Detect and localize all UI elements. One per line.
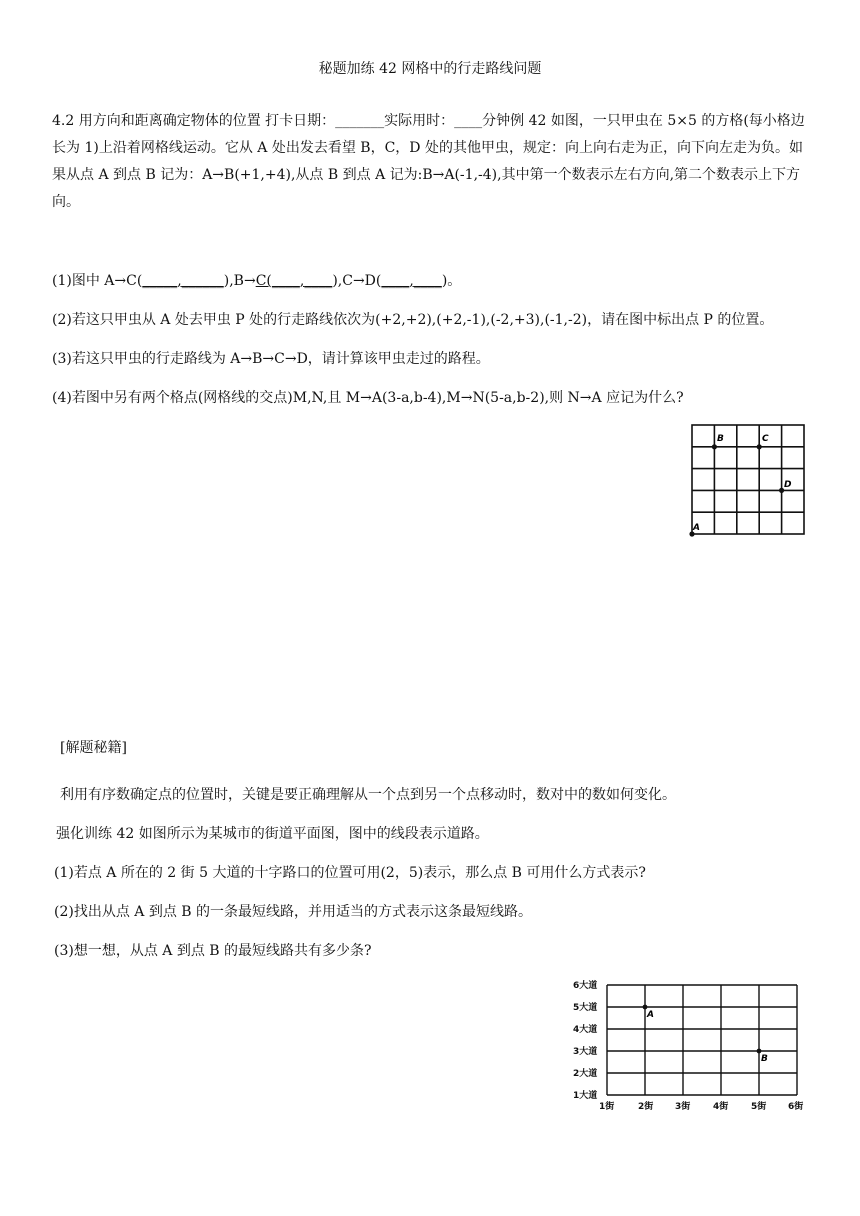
street-label-5: 5街 <box>751 1102 767 1112</box>
avenue-label-5: 5大道 <box>573 1003 598 1013</box>
training-question-3: (3)想一想，从点 A 到点 B 的最短线路共有多少条? <box>54 943 372 959</box>
avenue-label-1: 1大道 <box>573 1091 598 1101</box>
point-b <box>712 444 717 449</box>
point-c <box>757 444 762 449</box>
point-a <box>643 1005 648 1010</box>
street-label-3: 3街 <box>675 1102 691 1112</box>
example-intro: 4.2 用方向和距离确定物体的位置 打卡日期：_______实际用时：____分钟例 42 如图，一只甲虫在 5×5 的方格(每小格边长为 1)上沿着网格线运动。它从 A 处出发去看望 B，C，D 处的其他甲虫，规定：向上向右走为正，向下向左走为负。如果从点 A 到点 B 记为：A→B(+1,+4),从点 B 到点 A 记为:B→A(-1,-4),其中第一个数表示左右方向,第二个数表示上下方向。 <box>52 113 805 210</box>
avenue-label-2: 2大道 <box>573 1069 598 1079</box>
training-intro: 强化训练 42 如图所示为某城市的街道平面图，图中的线段表示道路。 <box>56 826 489 842</box>
example-question-4: (4)若图中另有两个格点(网格线的交点)M,N,且 M→A(3-a,b-4),M→N(5-a,b-2),则 N→A 应记为什么? <box>52 390 684 406</box>
street-map-figure <box>570 975 810 1117</box>
label-d: D <box>784 480 792 490</box>
avenue-label-6: 6大道 <box>573 981 598 991</box>
label-a: A <box>647 1010 654 1020</box>
label-c: C <box>762 434 769 444</box>
avenue-label-4: 4大道 <box>573 1025 598 1035</box>
training-question-2: (2)找出从点 A 到点 B 的一条最短线路，并用适当的方式表示这条最短线路。 <box>54 904 533 920</box>
example-question-2: (2)若这只甲虫从 A 处去甲虫 P 处的行走路线依次为(+2,+2),(+2,-1),(-2,+3),(-1,-2)，请在图中标出点 P 的位置。 <box>52 312 774 328</box>
street-label-2: 2街 <box>638 1102 654 1112</box>
label-b: B <box>717 434 724 444</box>
street-label-6: 6街 <box>788 1102 804 1112</box>
avenue-label-3: 3大道 <box>573 1047 598 1057</box>
street-label-4: 4街 <box>713 1102 729 1112</box>
example-question-1: (1)图中 A→C(_____,______),B→C(____,____),C→D(____,____)。 <box>52 273 462 289</box>
street-label-1: 1街 <box>599 1102 615 1112</box>
training-question-1: (1)若点 A 所在的 2 街 5 大道的十字路口的位置可用(2，5)表示，那么点 B 可用什么方式表示? <box>54 865 646 881</box>
secret-heading: [解题秘籍] <box>60 740 127 756</box>
secret-text: 利用有序数确定点的位置时，关键是要正确理解从一个点到另一个点移动时，数对中的数如何变化。 <box>60 787 676 803</box>
label-a: A <box>693 523 700 533</box>
example-question-3: (3)若这只甲虫的行走路线为 A→B→C→D，请计算该甲虫走过的路程。 <box>52 351 490 367</box>
label-b: B <box>761 1054 768 1064</box>
page-title: 秘题加练 42 网格中的行走路线问题 <box>318 61 542 77</box>
beetle-grid-figure <box>682 418 812 544</box>
point-b <box>757 1049 762 1054</box>
